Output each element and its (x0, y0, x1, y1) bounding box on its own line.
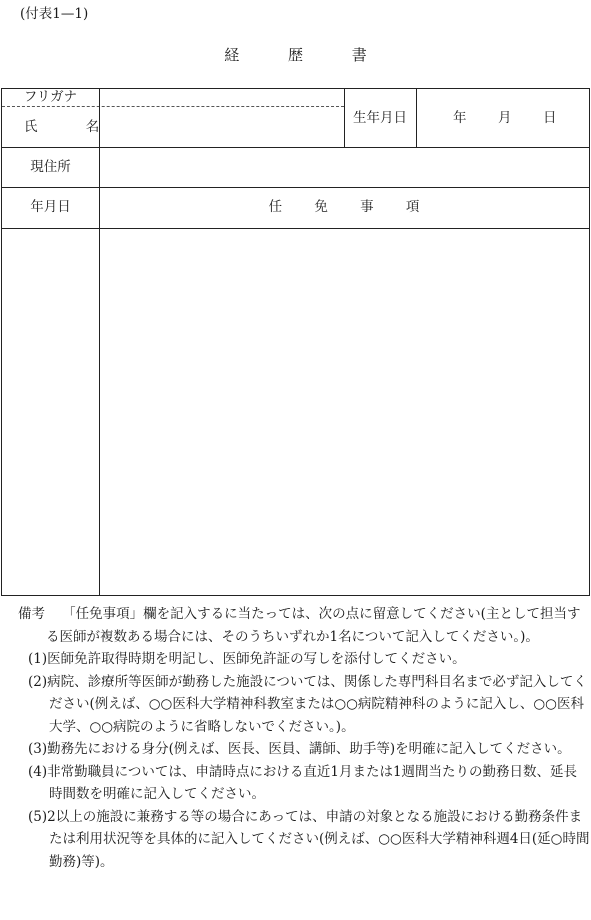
address-field[interactable] (100, 148, 589, 187)
note-item-5: (5)2以上の施設に兼務する等の場合にあっては、申請の対象となる施設における勤務条件または利用状況等を具体的に記入してください(例えば、○○医科大学精神科週4日(延○時間勤務)等)。 (28, 808, 590, 870)
birthdate-label: 生年月日 (353, 110, 407, 126)
history-appointment-field[interactable] (100, 229, 589, 596)
birthdate-field[interactable] (417, 89, 589, 147)
note-item-4: (4)非常勤職員については、申請時点における直近1月または1週間当たりの勤務日数、延長時間数を明確に記入してください。 (28, 763, 578, 802)
document-title: 経 歴 書 (224, 46, 389, 64)
appendix-label: (付表1—1) (20, 6, 89, 22)
birthdate-month-label: 月 (498, 110, 512, 126)
resume-form (1, 88, 590, 596)
notes-section (18, 603, 590, 873)
notes-heading: 備考 (18, 606, 45, 622)
furigana-field[interactable] (100, 89, 344, 106)
history-date-field[interactable] (2, 229, 99, 596)
furigana-label: フリガナ (23, 89, 78, 105)
note-item-1: (1)医師免許取得時期を明記し、医師免許証の写しを添付してください。 (28, 651, 466, 667)
appointment-column-header: 任 免 事 項 (268, 199, 434, 215)
note-item-2: (2)病院、診療所等医師が勤務した施設については、関係した専門科目名まで必ず記入してください(例えば、○○医科大学精神科教室または○○病院精神科のように記入し、○○医科大学、○○病院のように省略しないでください。)。 (28, 673, 587, 735)
notes-intro (18, 603, 590, 648)
birthdate-year-label: 年 (453, 110, 467, 126)
name-field[interactable] (100, 107, 344, 147)
name-label: 氏 名 (24, 119, 122, 135)
note-item-3: (3)勤務先における身分(例えば、医長、医員、講師、助手等)を明確に記入してください。 (28, 741, 571, 757)
notes-intro-text: 「任免事項」欄を記入するに当たっては、次の点に留意してください(主として担当する医師が複数ある場合には、そのうちいずれか1名について記入してください。)。 (46, 606, 581, 645)
date-column-header: 年月日 (30, 199, 71, 215)
birthdate-day-label: 日 (543, 110, 557, 126)
address-label: 現住所 (30, 159, 71, 175)
